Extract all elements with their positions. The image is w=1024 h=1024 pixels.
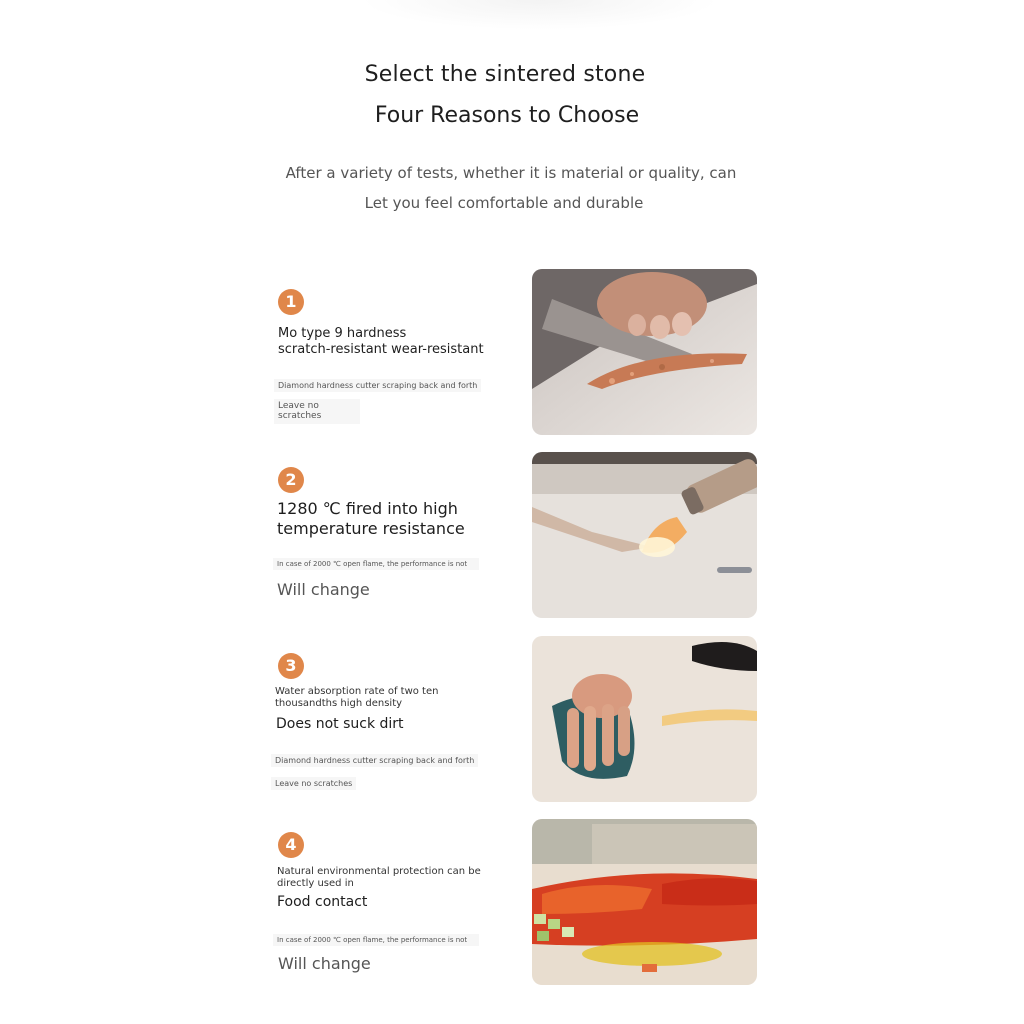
reason-heading-small — [277, 866, 481, 890]
reason-item-3 — [270, 636, 760, 806]
number-badge: 4 — [278, 832, 304, 858]
knife-scraping-photo — [532, 269, 757, 435]
number-badge: 2 — [278, 467, 304, 493]
heading-line: 1280 ℃ fired into high — [277, 499, 458, 518]
note-line: scratches — [278, 411, 322, 422]
reason-note-secondary — [274, 399, 360, 424]
intro-text-line2: Let you feel comfortable and durable — [364, 194, 644, 212]
reason-heading — [278, 326, 484, 359]
heading-line: Natural environmental protection can be — [277, 866, 481, 877]
number-badge: 1 — [278, 289, 304, 315]
page-subtitle-title: Four Reasons to Choose — [374, 103, 640, 128]
reason-heading: Food contact — [277, 894, 368, 910]
chopped-vegetables-photo — [532, 819, 757, 985]
reason-note: In case of 2000 ℃ open flame, the performance is not — [273, 934, 479, 946]
reason-note-secondary: Leave no scratches — [271, 777, 356, 790]
reason-item-1 — [270, 269, 760, 439]
reason-item-4 — [270, 819, 760, 989]
page-title: Select the sintered stone — [364, 62, 646, 87]
heading-line: Water absorption rate of two ten — [275, 686, 439, 697]
reason-note: Diamond hardness cutter scraping back and forth — [271, 754, 478, 767]
heading-line: scratch-resistant wear-resistant — [278, 342, 484, 358]
reason-note: Diamond hardness cutter scraping back and forth — [274, 379, 481, 392]
note-line: Leave no — [278, 401, 319, 411]
intro-text-line1: After a variety of tests, whether it is material or quality, can — [285, 164, 737, 182]
heading-line: thousandths high density — [275, 698, 403, 709]
torch-flame-photo — [532, 452, 757, 618]
reason-heading-small — [275, 686, 438, 710]
reason-note-secondary: Will change — [277, 580, 370, 599]
heading-line: Mo type 9 hardness — [278, 326, 407, 341]
heading-line: directly used in — [277, 878, 354, 889]
cloth-wiping-photo — [532, 636, 757, 802]
reason-heading: Does not suck dirt — [276, 716, 404, 732]
reason-heading — [277, 499, 465, 539]
number-badge: 3 — [278, 653, 304, 679]
reason-item-2 — [270, 452, 760, 622]
top-decoration — [360, 0, 720, 30]
reason-note-secondary: Will change — [278, 954, 371, 973]
reason-note: In case of 2000 ℃ open flame, the performance is not — [273, 558, 479, 570]
heading-line: temperature resistance — [277, 519, 465, 538]
